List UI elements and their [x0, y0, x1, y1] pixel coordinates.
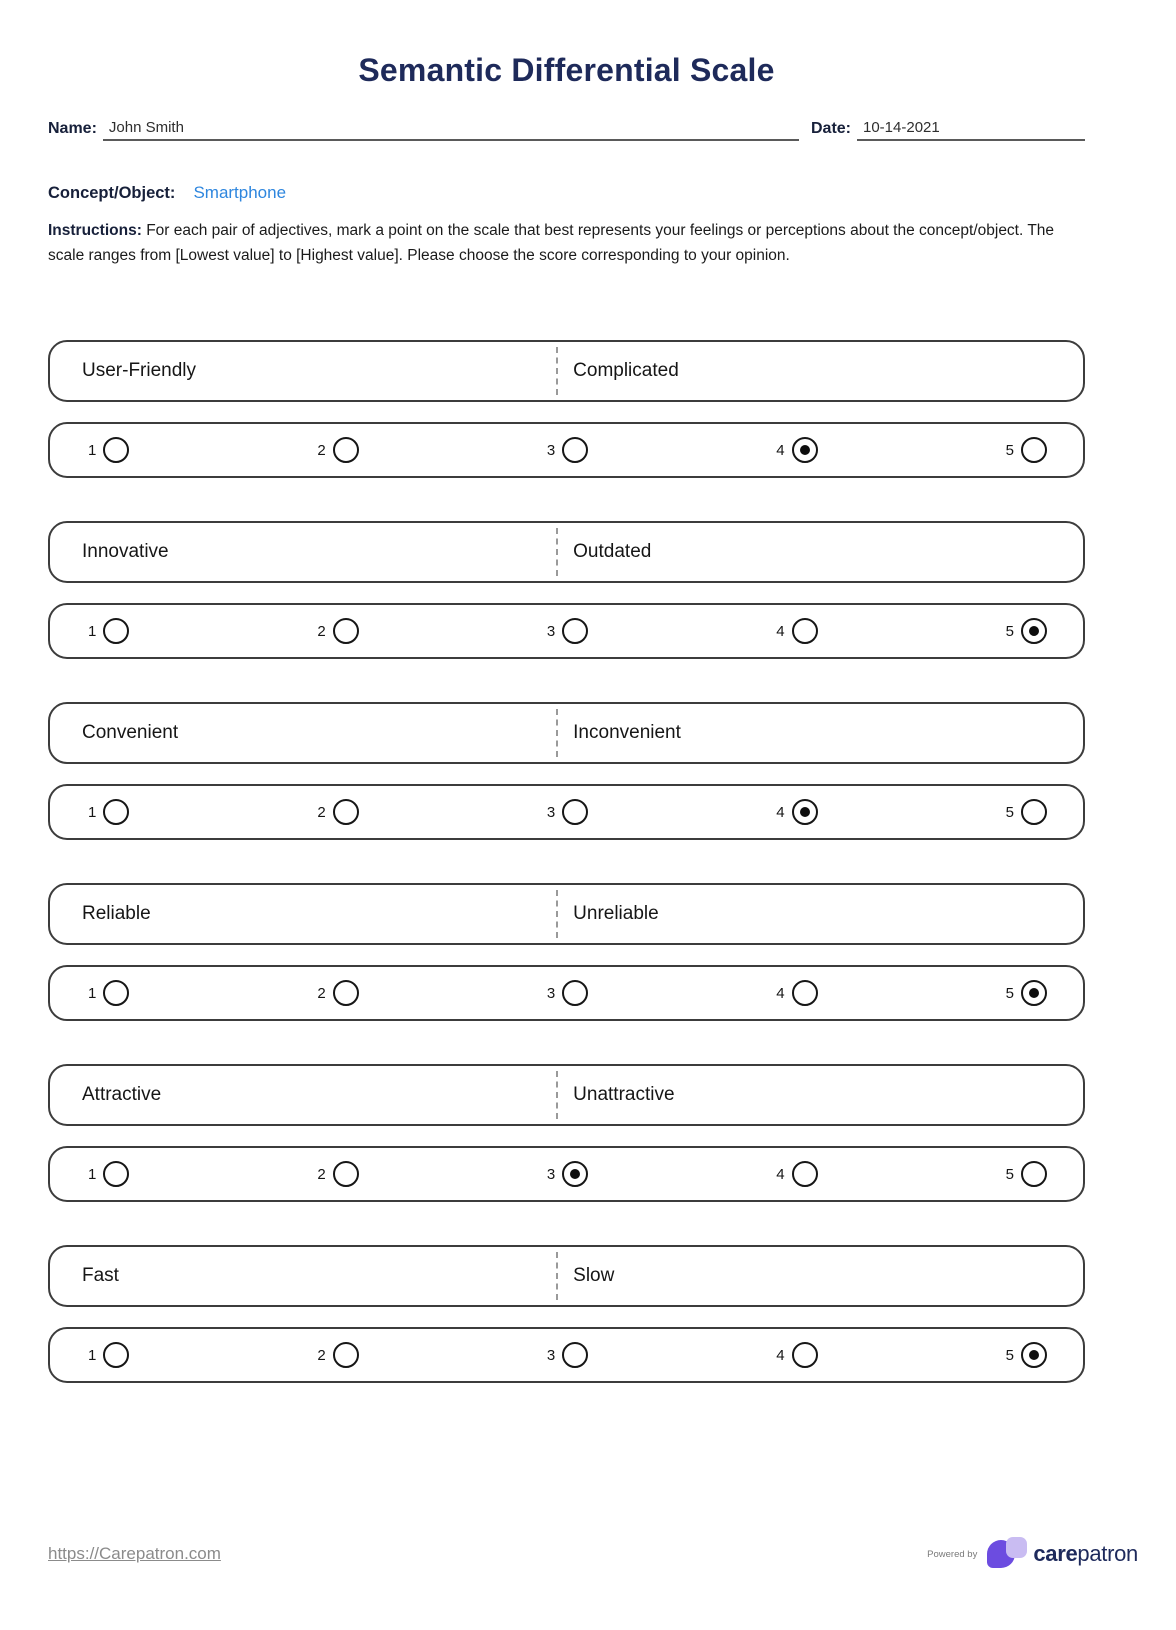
rating-number: 1 — [88, 1165, 97, 1183]
rating-number: 4 — [776, 803, 785, 821]
radio-icon[interactable] — [562, 799, 588, 825]
date-field[interactable] — [857, 119, 1085, 141]
rating-option-1[interactable] — [88, 437, 129, 463]
right-adjective: Unreliable — [573, 903, 659, 925]
radio-icon[interactable] — [103, 1342, 129, 1368]
rating-number: 3 — [546, 984, 556, 1002]
rating-option-1[interactable] — [88, 618, 129, 644]
radio-selected-icon[interactable] — [1021, 618, 1047, 644]
page-title: Semantic Differential Scale — [358, 52, 775, 88]
rating-option-2[interactable] — [317, 980, 358, 1006]
rating-option-4[interactable] — [776, 799, 817, 825]
rating-number: 3 — [546, 1165, 556, 1183]
rating-number: 4 — [776, 1165, 785, 1183]
rating-number: 3 — [546, 441, 556, 459]
rating-number: 1 — [88, 984, 97, 1002]
rating-number: 1 — [88, 622, 97, 640]
adjective-pair-box — [48, 883, 1085, 945]
rating-number: 5 — [1005, 1165, 1014, 1183]
rating-option-5[interactable] — [1006, 618, 1047, 644]
left-adjective: Reliable — [82, 903, 151, 925]
radio-selected-icon[interactable] — [562, 1161, 588, 1187]
radio-icon[interactable] — [562, 437, 588, 463]
rating-option-3[interactable] — [547, 437, 588, 463]
right-adjective: Slow — [573, 1265, 615, 1287]
rating-option-4[interactable] — [776, 1161, 817, 1187]
instructions-label: Instructions: — [48, 222, 142, 239]
rating-option-4[interactable] — [776, 437, 817, 463]
rating-number: 2 — [317, 1346, 326, 1364]
rating-option-3[interactable] — [547, 618, 588, 644]
rating-option-3[interactable] — [547, 1342, 588, 1368]
radio-icon[interactable] — [792, 980, 818, 1006]
rating-option-3[interactable] — [547, 980, 588, 1006]
rating-option-5[interactable] — [1006, 1161, 1047, 1187]
logo-square-shape — [1006, 1537, 1027, 1558]
rating-number: 3 — [546, 803, 556, 821]
radio-selected-icon[interactable] — [792, 799, 818, 825]
rating-number: 5 — [1005, 984, 1014, 1002]
rating-number: 3 — [546, 1346, 556, 1364]
rating-option-2[interactable] — [317, 437, 358, 463]
instructions — [48, 218, 1085, 268]
pair-divider — [556, 890, 558, 938]
name-label: Name: — [48, 120, 97, 137]
radio-icon[interactable] — [333, 437, 359, 463]
rating-number: 3 — [546, 622, 556, 640]
rating-number: 2 — [317, 803, 326, 821]
rating-number: 2 — [317, 441, 326, 459]
rating-number: 5 — [1005, 441, 1014, 459]
pair-divider — [556, 528, 558, 576]
rating-scale-box — [48, 1146, 1085, 1202]
scales-list — [48, 340, 1085, 1383]
concept-value: Smartphone — [193, 183, 287, 202]
left-adjective: Convenient — [82, 722, 179, 744]
radio-selected-icon[interactable] — [1021, 980, 1047, 1006]
radio-icon[interactable] — [562, 1342, 588, 1368]
rating-option-2[interactable] — [317, 1161, 358, 1187]
adjective-pair-box — [48, 521, 1085, 583]
radio-icon[interactable] — [103, 980, 129, 1006]
name-date-row — [48, 119, 1085, 141]
rating-number: 2 — [317, 984, 326, 1002]
rating-option-1[interactable] — [88, 799, 129, 825]
rating-number: 4 — [776, 984, 785, 1002]
date-label: Date: — [810, 120, 851, 137]
adjective-pair-box — [48, 1064, 1085, 1126]
radio-icon[interactable] — [333, 980, 359, 1006]
rating-option-1[interactable] — [88, 980, 129, 1006]
rating-number: 4 — [776, 441, 785, 459]
rating-number: 2 — [317, 1165, 326, 1183]
radio-icon[interactable] — [333, 1342, 359, 1368]
radio-icon[interactable] — [1021, 437, 1047, 463]
radio-selected-icon[interactable] — [1021, 1342, 1047, 1368]
rating-option-4[interactable] — [776, 1342, 817, 1368]
rating-number: 5 — [1005, 1346, 1014, 1364]
left-adjective: User-Friendly — [82, 360, 197, 382]
rating-number: 2 — [317, 622, 326, 640]
brand-wordmark-bold: care — [1033, 1541, 1078, 1566]
radio-icon[interactable] — [333, 618, 359, 644]
brand-wordmark — [1033, 1541, 1138, 1567]
scale-group-2 — [48, 521, 1085, 659]
rating-option-5[interactable] — [1006, 980, 1047, 1006]
rating-option-5[interactable] — [1006, 437, 1047, 463]
powered-by-label: Powered by — [927, 1548, 978, 1560]
radio-icon[interactable] — [562, 618, 588, 644]
rating-option-3[interactable] — [547, 1161, 588, 1187]
rating-number: 1 — [88, 441, 97, 459]
rating-option-2[interactable] — [317, 1342, 358, 1368]
rating-option-5[interactable] — [1006, 1342, 1047, 1368]
scale-group-3 — [48, 702, 1085, 840]
concept-row — [48, 183, 1085, 203]
rating-number: 5 — [1005, 622, 1014, 640]
radio-icon[interactable] — [792, 1161, 818, 1187]
adjective-pair-box — [48, 340, 1085, 402]
left-adjective: Attractive — [82, 1084, 162, 1106]
radio-icon[interactable] — [792, 618, 818, 644]
radio-selected-icon[interactable] — [792, 437, 818, 463]
radio-icon[interactable] — [333, 799, 359, 825]
scale-group-4 — [48, 883, 1085, 1021]
rating-number: 1 — [88, 1346, 97, 1364]
left-adjective: Innovative — [82, 541, 169, 563]
pair-divider — [556, 709, 558, 757]
radio-icon[interactable] — [103, 1161, 129, 1187]
adjective-pair-box — [48, 702, 1085, 764]
rating-option-2[interactable] — [317, 618, 358, 644]
scale-group-6 — [48, 1245, 1085, 1383]
rating-number: 5 — [1005, 803, 1014, 821]
rating-scale-box — [48, 603, 1085, 659]
radio-icon[interactable] — [1021, 1161, 1047, 1187]
rating-scale-box — [48, 1327, 1085, 1383]
radio-icon[interactable] — [562, 980, 588, 1006]
rating-option-1[interactable] — [88, 1342, 129, 1368]
radio-icon[interactable] — [1021, 799, 1047, 825]
carepatron-logo-icon — [987, 1537, 1033, 1571]
rating-option-5[interactable] — [1006, 799, 1047, 825]
concept-label: Concept/Object: — [48, 184, 176, 202]
pair-divider — [556, 1071, 558, 1119]
rating-scale-box — [48, 422, 1085, 478]
right-adjective: Unattractive — [573, 1084, 675, 1106]
brand-wordmark-regular: patron — [1077, 1541, 1138, 1566]
rating-scale-box — [48, 965, 1085, 1021]
rating-number: 1 — [88, 803, 97, 821]
radio-icon[interactable] — [103, 618, 129, 644]
date-value: 10-14-2021 — [863, 119, 940, 136]
rating-option-2[interactable] — [317, 799, 358, 825]
right-adjective: Complicated — [573, 360, 679, 382]
rating-scale-box — [48, 784, 1085, 840]
rating-option-1[interactable] — [88, 1161, 129, 1187]
rating-option-4[interactable] — [776, 980, 817, 1006]
left-adjective: Fast — [82, 1265, 119, 1287]
rating-number: 4 — [776, 1346, 785, 1364]
scale-group-5 — [48, 1064, 1085, 1202]
brand-row — [927, 1537, 1138, 1571]
name-value: John Smith — [108, 119, 184, 136]
adjective-pair-box — [48, 1245, 1085, 1307]
rating-option-4[interactable] — [776, 618, 817, 644]
footer — [48, 1537, 1138, 1571]
radio-icon[interactable] — [792, 1342, 818, 1368]
right-adjective: Outdated — [573, 541, 652, 563]
radio-icon[interactable] — [103, 437, 129, 463]
carepatron-link[interactable]: https://Carepatron.com — [48, 1544, 221, 1563]
pair-divider — [556, 347, 558, 395]
radio-icon[interactable] — [103, 799, 129, 825]
name-field[interactable] — [103, 119, 799, 141]
radio-icon[interactable] — [333, 1161, 359, 1187]
rating-number: 4 — [776, 622, 785, 640]
instructions-text: For each pair of adjectives, mark a point on the scale that best represents your feelings or perceptions about the concept/object. The scale ranges from [Lowest value] to [Highest value]. Please choose the score corresponding to your opinion. — [48, 222, 1055, 265]
pair-divider — [556, 1252, 558, 1300]
scale-group-1 — [48, 340, 1085, 478]
right-adjective: Inconvenient — [573, 722, 681, 744]
rating-option-3[interactable] — [547, 799, 588, 825]
